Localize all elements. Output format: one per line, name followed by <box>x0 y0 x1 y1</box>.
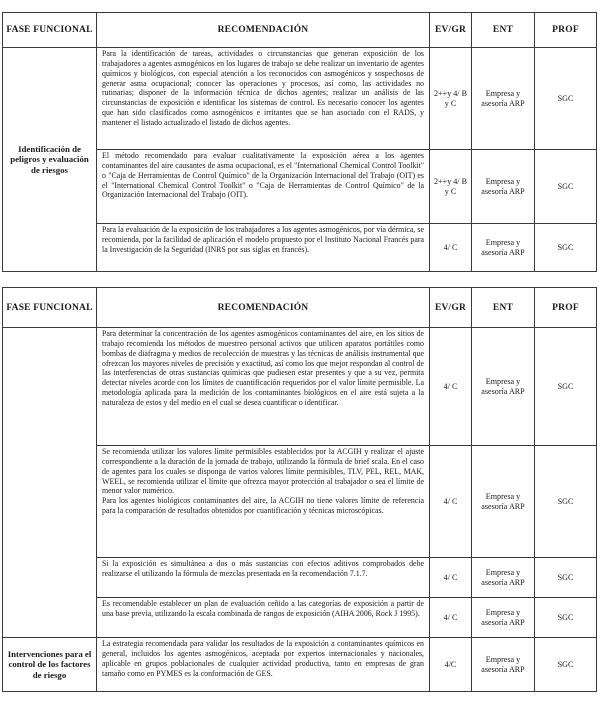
ent-cell: Empresa y asesoría ARP <box>472 328 535 446</box>
table-row <box>3 638 597 692</box>
recommendation-text: Para la identificación de tareas, actividades o circunstancias que generan exposición de los trabajadores a agentes asmogénicos en los lugares de trabajo se debe realizar un inventario de agentes químicos y biológicos, con especial atención a los reconocidos con asmogénicos y sospechosos de generar asma ocupacional; conocer las operaciones y procesos, así como, las actividades no rutinarias; disponer de la información técnica de dichos agentes; realizar un análisis de las circunstancias de exposición e identificar los sistemas de control. Es necesario conocer los agentes que han sido clasificados como asmogénicos e irritantes que se han asociado con el RADS, y mantener el listado actualizado el listado de dichos agentes. <box>102 49 424 127</box>
prof-cell: SGC <box>535 638 597 692</box>
header-prof: PROF <box>535 288 597 328</box>
header-phase: FASE FUNCIONAL <box>3 13 97 48</box>
evgr-cell: 4/ C <box>430 224 472 272</box>
prof-cell: SGC <box>535 598 597 638</box>
header-evgr: EV/GR <box>430 288 472 328</box>
recommendation-text-2: Para los agentes biológicos contaminantes del aire, la ACGIH no tiene valores límite de referencia para la comparación de resultados obtenidos por cuantificación y técnicas microscópicas. <box>102 496 424 516</box>
evgr-cell: 4/ C <box>430 328 472 446</box>
header-recommendation: RECOMENDACIÓN <box>97 13 430 48</box>
table-header-row <box>3 288 597 328</box>
recommendation-cell <box>97 328 430 446</box>
ent-cell: Empresa y asesoría ARP <box>472 150 535 224</box>
ent-cell: Empresa y asesoría ARP <box>472 224 535 272</box>
recommendation-text: La estrategia recomendada para validar los resultados de la exposición a contaminantes químicos en general, incluidos los agentes asmogénicos, aceptada por expertos internacionales y nacionales, aplicable en grupos poblacionales de cualquier actividad productiva, tanto en empresas de gran tamaño como en PYMES es la conformación de GES. <box>102 639 424 678</box>
prof-cell: SGC <box>535 150 597 224</box>
recommendation-text: Es recomendable establecer un plan de evaluación ceñido a las categorías de exposición a partir de una base previa, utilizando la escala combinada de rangos de exposición (AIHA 2006, Rock J 1995). <box>102 599 424 618</box>
recommendation-cell <box>97 558 430 598</box>
header-recommendation: RECOMENDACIÓN <box>97 288 430 328</box>
ent-cell: Empresa y asesoría ARP <box>472 598 535 638</box>
phase-cell-empty <box>3 328 97 638</box>
ent-cell: Empresa y asesoría ARP <box>472 638 535 692</box>
prof-cell: SGC <box>535 224 597 272</box>
prof-cell: SGC <box>535 328 597 446</box>
prof-cell: SGC <box>535 558 597 598</box>
recommendations-table-1 <box>2 12 597 272</box>
evgr-cell: 2++y 4/ B y C <box>430 150 472 224</box>
evgr-cell: 4/ C <box>430 558 472 598</box>
recommendation-text: Si la exposición es simultánea a dos o más sustancias con efectos aditivos comprobados debe realizarse el utilizando la fórmula de mezclas presentada en la recomendación 7.1.7. <box>102 559 424 578</box>
phase-cell: Intervenciones para el control de los factores de riesgo <box>3 638 97 692</box>
recommendation-text: Se recomienda utilizar los valores límite permisibles establecidos por la ACGIH y realizar el ajuste correspondiente a la duración de la jornada de trabajo, utilizando la fórmula de brief scala. En el caso de agentes para los cuales se disponga de varios valores límite permisibles, TLV, PEL, REL, MAK, WEEL, se recomienda utilizar el límite que ofrezca mayor protección al trabajador o sea el límite de menor valor numérico. <box>102 447 424 496</box>
header-phase: FASE FUNCIONAL <box>3 288 97 328</box>
recommendation-text: Para determinar la concentración de los agentes asmogénicos contaminantes del aire, en los sitios de trabajo recomienda los métodos de muestreo personal activos que utilicen aparatos portátiles como bombas de diafragma y medios de recolección de muestras y las técnicas de análisis instrumental que ofrezcan los mayores niveles de precisión y exactitud, así como los que mejor respondan al control de las interferencias de otras sustancias químicas que pudiesen estar presentes y que a su vez, permita detectar niveles acorde con los límites de cuantificación requeridos por el valor límite permisible. La metodología aplicada para la medición de los contaminantes biológicos en el aire está sujeta a la naturaleza de estos y del medio en el cual se desea cuantificar o identificar. <box>102 329 424 407</box>
evgr-cell: 4/ C <box>430 598 472 638</box>
recommendations-table-2 <box>2 287 597 692</box>
recommendation-text: El método recomendado para evaluar cualitativamente la exposición aérea a los agentes contaminantes del aire causantes de asma ocupacional, es el "International Chemical Control Toolkit" o "Caja de Herramientas de Control Químico" de la Organización Internacional del Trabajo (OIT) es el "International Chemical Control Toolkit" o "Caja de Herramientas de Control Químico" de la Organización Internacional del Trabajo (OIT). <box>102 151 424 200</box>
evgr-cell: 4/ C <box>430 446 472 558</box>
header-ent: ENT <box>472 13 535 48</box>
recommendation-text: Para la evaluación de la exposición de los trabajadores a los agentes asmogénicos, por vía dérmica, se recomienda, por la facilidad de aplicación el modelo propuesto por el Instituto Nacional Francés para la Investigación de la Seguridad (INRS por sus siglas en francés). <box>102 225 424 254</box>
phase-cell: Identificación de peligros y evaluación de riesgos <box>3 48 97 272</box>
evgr-cell: 4/C <box>430 638 472 692</box>
table-row <box>3 48 597 150</box>
table-header-row <box>3 13 597 48</box>
table-row <box>3 328 597 446</box>
ent-cell: Empresa y asesoría ARP <box>472 48 535 150</box>
prof-cell: SGC <box>535 48 597 150</box>
ent-cell: Empresa y asesoría ARP <box>472 558 535 598</box>
ent-cell: Empresa y asesoría ARP <box>472 446 535 558</box>
prof-cell: SGC <box>535 446 597 558</box>
recommendation-cell <box>97 638 430 692</box>
header-prof: PROF <box>535 13 597 48</box>
recommendation-cell <box>97 598 430 638</box>
recommendation-cell <box>97 150 430 224</box>
recommendation-cell <box>97 224 430 272</box>
header-evgr: EV/GR <box>430 13 472 48</box>
recommendation-cell <box>97 446 430 558</box>
evgr-cell: 2++y 4/ B y C <box>430 48 472 150</box>
header-ent: ENT <box>472 288 535 328</box>
recommendation-cell <box>97 48 430 150</box>
